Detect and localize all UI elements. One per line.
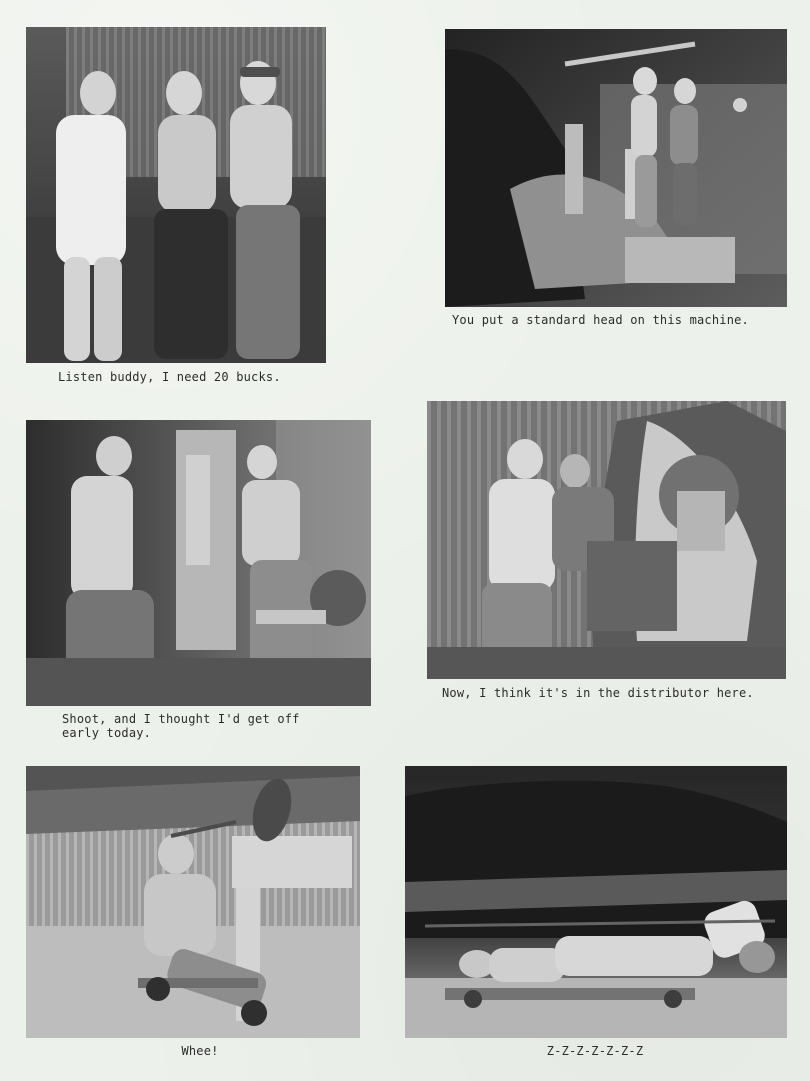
photo-men-working-vehicle-graphic: [26, 420, 371, 706]
caption-photo-3: Shoot, and I thought I'd get off early today.: [62, 712, 300, 740]
photo-man-under-vehicle: [405, 766, 787, 1038]
photo-man-on-creeper: [26, 766, 360, 1038]
caption-photo-5: Whee!: [181, 1044, 219, 1058]
photo-helicopter-head-graphic: [445, 29, 787, 307]
photo-men-working-vehicle: [26, 420, 371, 706]
caption-photo-4: Now, I think it's in the distributor here.: [442, 686, 754, 700]
photo-man-on-creeper-graphic: [26, 766, 360, 1038]
photo-three-men-talking-graphic: [26, 27, 326, 363]
caption-photo-2: You put a standard head on this machine.: [452, 313, 749, 327]
caption-photo-6: Z-Z-Z-Z-Z-Z-Z: [546, 1044, 644, 1058]
photo-three-men-talking: [26, 27, 326, 363]
photo-man-under-vehicle-graphic: [405, 766, 787, 1038]
photo-men-at-engine-graphic: [427, 401, 786, 679]
photo-men-at-engine: [427, 401, 786, 679]
photo-helicopter-head: [445, 29, 787, 307]
caption-photo-1: Listen buddy, I need 20 bucks.: [58, 370, 281, 384]
